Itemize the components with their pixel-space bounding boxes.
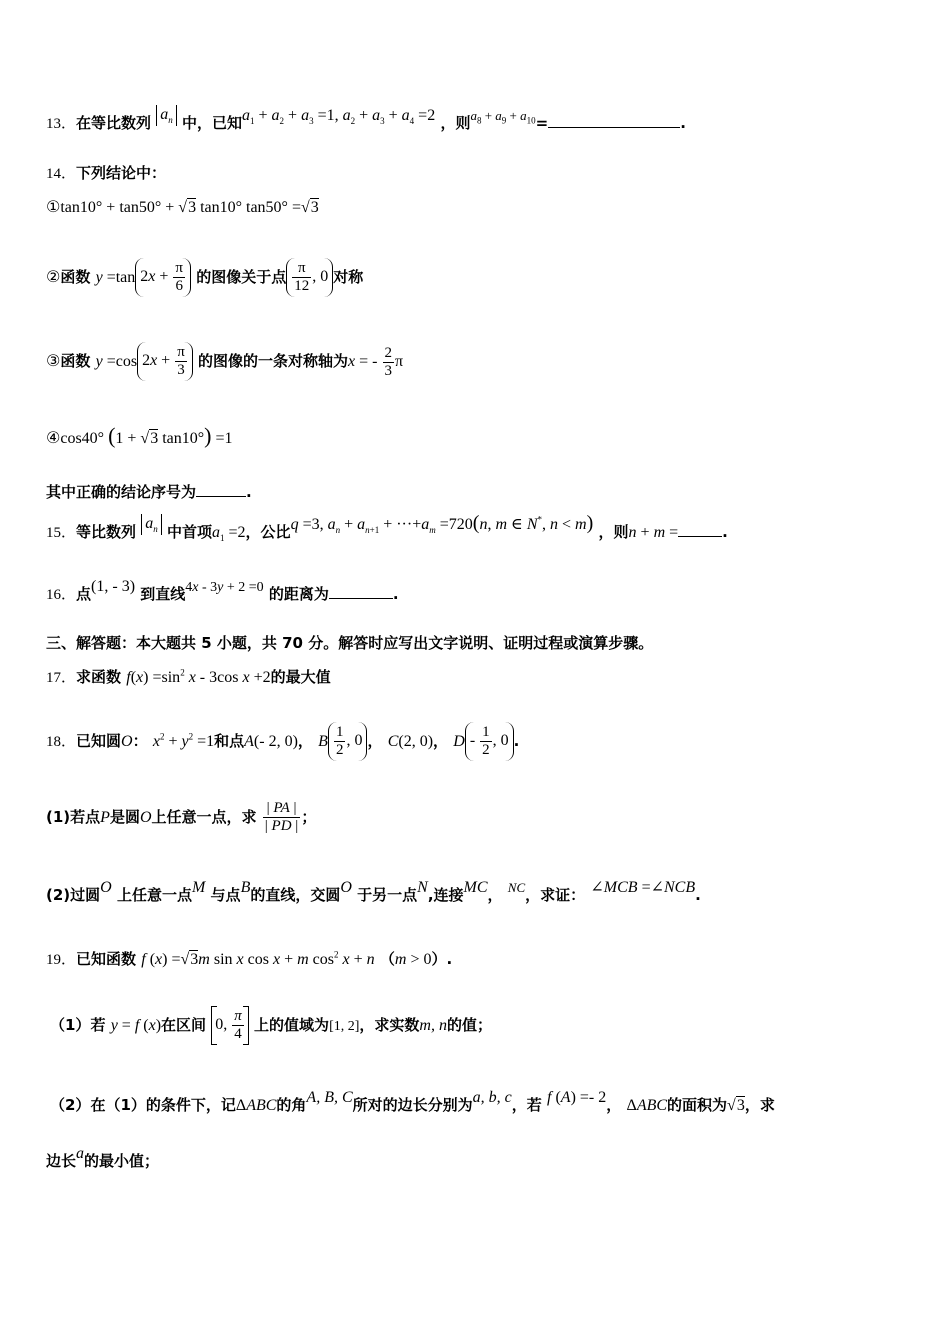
statement-2: ②函数 y =tan 2x + $\frac{\pi}{6}$ 的图像关于点 $\frac{\pi}{12}$ , 0 对称 xyxy=(46,258,363,297)
question-14: 14．下列结论中： xyxy=(46,164,167,182)
question-13: 13．在等比数列 $a_n$ 中，已知$a_1 + a_2 + a_3 =1$, $a_2 + a_3 + a_4 =2$ ，则$a_8 + a_9 + a_{10}=$ . xyxy=(46,105,686,132)
question-18: 18．已知圆O： $x^2 + y^2 =1$和点A(- 2, 0)， B $\frac{1}{2}$ , 0 ， C(2, 0)， D - $\frac{1}{2}$ , 0 . xyxy=(46,722,519,761)
question-19-part-2: （2）在（1）的条件下，记ΔABC的角A, B, C所对的边长分别为a, b, c，若 f (A) =- 2， ΔABC的面积为√3，求 xyxy=(50,1089,775,1114)
question-18-part-2: (2)过圆O 上任意一点M 与点B的直线，交圆O 于另一点N,连接MC， NC，求证： ∠MCB =∠NCB. xyxy=(46,879,701,904)
question-19-part-2-cont: 边长a的最小值； xyxy=(46,1145,160,1170)
answer-blank[interactable] xyxy=(329,584,393,599)
statement-4: ④cos40° (1 + √3 tan10°) =1 xyxy=(46,423,233,448)
question-16: 16．点(1, - 3) 到直线4x - 3y + 2 =0 的距离为 . xyxy=(46,578,399,603)
question-15: 15．等比数列 $a_n$ 中首项$a_1 =2$，公比q =3, $a_n + a_{n+1} + \cdot\cdot\cdot+a_m =720(n$, m ∈ N*, n < m) ，则n + m = . xyxy=(46,512,728,544)
statement-3: ③函数 y =cos 2x + $\frac{\pi}{3}$ 的图像的一条对称轴为x = - $\frac{2}{3}$ π xyxy=(46,342,403,381)
question-18-part-1: (1)若点P是圆O上任意一点，求 $\frac{| PA |}{| PD |}$ ； xyxy=(46,800,317,834)
statement-1: ①tan10° + tan50° + √3 tan10° tan50° =√3 xyxy=(46,197,319,216)
section-3-heading: 三、解答题：本大题共 5 小题，共 70 分。解答时应写出文字说明、证明过程或演算步骤。 xyxy=(46,634,654,652)
answer-blank[interactable] xyxy=(678,522,722,537)
answer-blank[interactable] xyxy=(196,482,246,497)
answer-blank[interactable] xyxy=(548,113,680,128)
question-19: 19．已知函数 f (x) =√3m sin x cos x + m $\cos^2 x + n$ （m > 0）. xyxy=(46,949,453,968)
question-17: 17．求函数 $f(x) =\sin^2$ x - 3cos x +2的最大值 xyxy=(46,667,331,686)
question-19-part-1: （1）若 y = f (x)在区间 0, $\frac{\pi}{4}$ 上的值域为[1, 2]，求实数m, n的值； xyxy=(50,1006,492,1045)
question-14-answer: 其中正确的结论序号为 . xyxy=(46,483,252,501)
